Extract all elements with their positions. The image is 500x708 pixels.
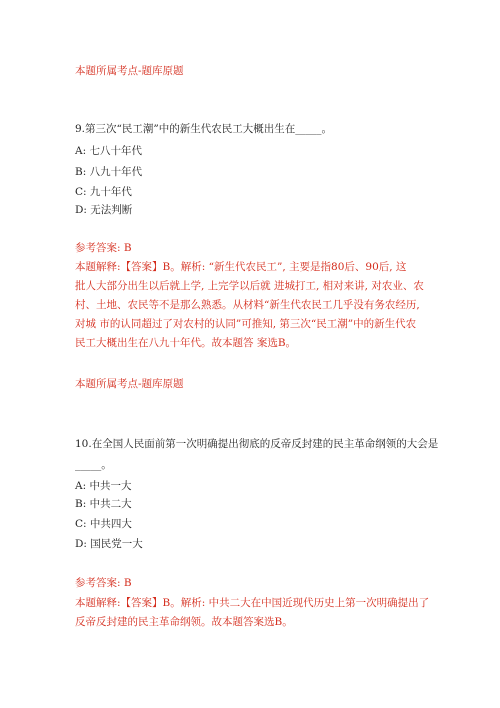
question-10-option-b: B: 中共二大: [75, 498, 132, 510]
explanation-line: 本题解释:【答案】B。解析: 中共二大在中国近现代历史上第一次明确提出了: [75, 597, 430, 609]
explanation-line: 民工大概出生在八九十年代。故本题答 案选B。: [75, 337, 297, 349]
topic-source-link[interactable]: 本题所属考点-题库原题: [75, 378, 184, 390]
question-10-explanation: [75, 594, 430, 632]
question-9-stem: 9.第三次“民工潮”中的新生代农民工大概出生在_____。: [75, 123, 333, 135]
question-10-option-a: A: 中共一大: [75, 480, 132, 492]
question-9-option-a: A: 七八十年代: [75, 145, 142, 157]
question-9-answer: 参考答案: B: [75, 242, 132, 254]
explanation-line: 反帝反封建的民主革命纲领。故本题答案选B。: [75, 616, 293, 628]
question-9-explanation: [75, 258, 430, 353]
explanation-line: 本题解释:【答案】B。解析: “新生代农民工”, 主要是指80后、90后, 这: [75, 261, 407, 273]
question-10-stem-line-1: 10.在全国人民面前第一次明确提出彻底的反帝反封建的民主革命纲领的大会是: [75, 438, 439, 450]
explanation-line: 批人大部分出生以后就上学, 上完学以后就 进城打工, 相对来讲, 对农业、农: [75, 280, 424, 292]
explanation-line: 对城 市的认同超过了对农村的认同”可推知, 第三次“民工潮”中的新生代农: [75, 318, 417, 330]
question-9-option-c: C: 九十年代: [75, 186, 132, 198]
question-10-stem-line-2: _____。: [75, 459, 112, 471]
topic-source-link[interactable]: 本题所属考点-题库原题: [75, 65, 184, 77]
question-10-option-d: D: 国民党一大: [75, 538, 143, 550]
question-9-option-b: B: 八九十年代: [75, 166, 143, 178]
question-10-option-c: C: 中共四大: [75, 518, 132, 530]
explanation-line: 村、土地、农民等不是那么熟悉。从材料“新生代农民工几乎没有务农经历,: [75, 299, 420, 311]
question-9-option-d: D: 无法判断: [75, 204, 133, 216]
question-10-answer: 参考答案: B: [75, 577, 132, 589]
